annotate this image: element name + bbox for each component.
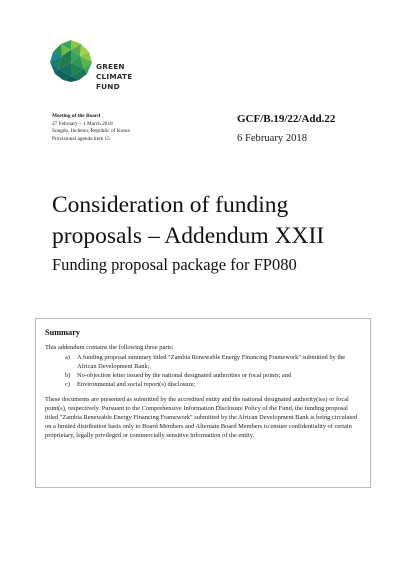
list-marker: a)	[65, 354, 70, 361]
summary-paragraph: These documents are presented as submitted by the accredited entity and the national designated authority(ies) or focal point(s), respectively. Pursuant to the Comprehensive Information Disclosure Policy of the Fund, the funding proposal titled "Zambia Renewable Energy Financing Framework" submitted by the African Development Bank is being circulated on a limited distribution basis only to Board Members and Alternate Board Members to ensure confidentiality of certain proprietary, legally privileged or commercially sensitive information of the entity.	[45, 396, 358, 439]
document-date: 6 February 2018	[237, 133, 308, 144]
document-code: GCF/B.19/22/Add.22	[237, 113, 336, 125]
logo-line-green: GREEN	[96, 62, 125, 71]
list-item-text: Environmental and social report(s) disclosure;	[77, 381, 196, 388]
document-subtitle: Funding proposal package for FP080	[52, 255, 297, 274]
logo-line-climate: CLIMATE	[96, 72, 133, 81]
agenda-item: Provisional agenda item 15	[52, 135, 110, 142]
globe-logo-icon	[48, 38, 94, 84]
document-title: Consideration of funding proposals – Addendum XXII	[52, 192, 325, 249]
summary-intro: This addendum contains the following three parts:	[45, 344, 174, 351]
list-item	[65, 380, 361, 389]
meeting-location: Songdo, Incheon, Republic of Korea	[52, 128, 130, 134]
list-marker: c)	[65, 381, 70, 388]
summary-content	[45, 327, 361, 440]
meeting-info	[52, 113, 212, 143]
meeting-dates: 27 February – 1 March 2018	[52, 120, 113, 127]
summary-heading: Summary	[45, 328, 81, 337]
summary-list	[65, 353, 361, 389]
meeting-title: Meeting of the Board	[52, 113, 101, 119]
logo-wordmark	[96, 62, 132, 92]
list-marker: b)	[65, 372, 71, 379]
summary-box	[35, 318, 371, 488]
list-item	[65, 371, 361, 380]
list-item-text: No-objection letter issued by the national designated authorities or focal points; and	[77, 372, 292, 379]
document-identifier	[237, 112, 335, 146]
list-item	[65, 353, 361, 371]
logo-line-fund: FUND	[96, 82, 120, 91]
gcf-logo	[48, 38, 148, 108]
list-item-text: A funding proposal summary titled "Zambia Renewable Energy Financing Framework" submitted by the African Development Bank;	[77, 354, 346, 370]
